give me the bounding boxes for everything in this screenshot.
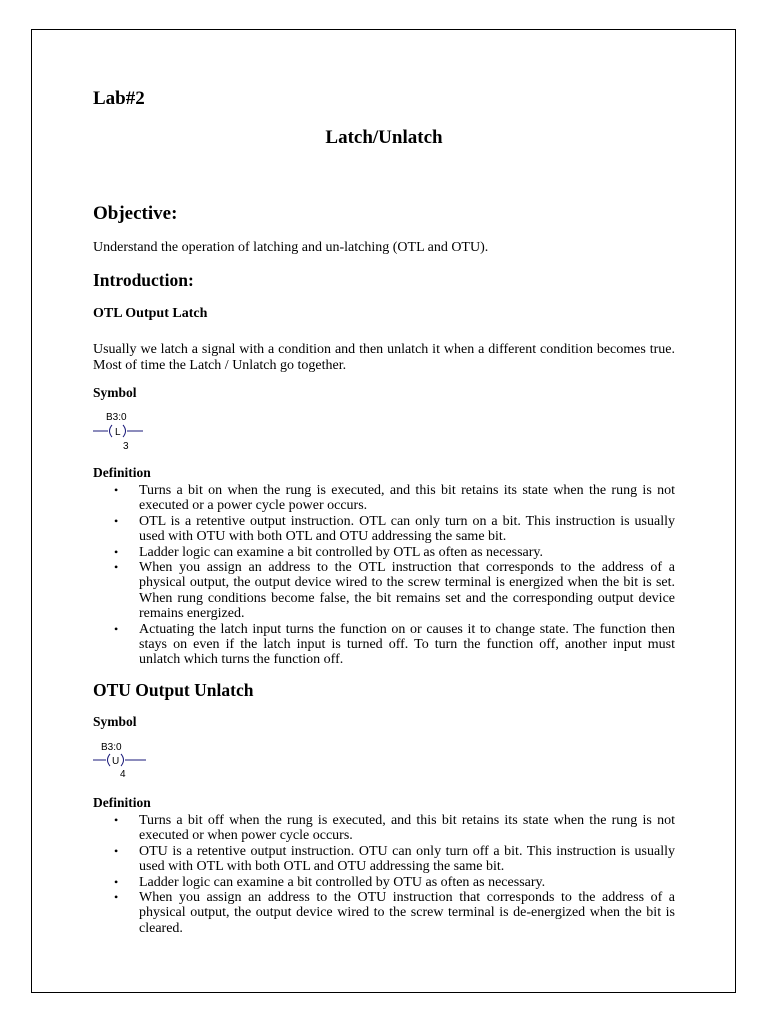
otl-symbol-address: B3:0: [106, 412, 127, 423]
otl-definition-list: [114, 483, 675, 668]
bullet-icon: •: [114, 483, 119, 497]
otl-heading: OTL Output Latch: [93, 306, 208, 321]
otu-heading: OTU Output Unlatch: [93, 680, 254, 700]
otl-ladder-symbol: [93, 410, 153, 452]
lab-title: Lab#2: [93, 88, 145, 109]
objective-text: Understand the operation of latching and un-latching (OTL and OTU).: [93, 240, 489, 255]
otu-symbol-bit: 4: [120, 769, 126, 780]
bullet-icon: •: [114, 874, 119, 889]
otu-symbol-address: B3:0: [101, 742, 122, 753]
bullet-icon: •: [114, 813, 119, 827]
otu-symbol-label: Symbol: [93, 714, 137, 729]
list-item: • Actuating the latch input turns the function on or causes it to change state. The function then stays on even if the latch input is turned off. To turn the function off, another input must unlatch which turns the function off.: [114, 621, 675, 668]
list-item: • When you assign an address to the OTU instruction that corresponds to the address of a physical output, the output device wired to the screw terminal is de-energized when the bit is cleared.: [114, 890, 675, 936]
otl-symbol-label: Symbol: [93, 385, 137, 400]
otu-definition-label: Definition: [93, 795, 151, 810]
otl-symbol-letter: L: [115, 427, 121, 438]
bullet-icon: •: [114, 890, 119, 905]
bullet-icon: •: [114, 544, 119, 559]
otu-ladder-symbol: [93, 738, 153, 780]
bullet-icon: •: [114, 843, 119, 858]
otl-definition-label: Definition: [93, 465, 151, 480]
list-item: • When you assign an address to the OTL instruction that corresponds to the address of a physical output, the output device wired to the screw terminal is energized when the bit is set. When rung conditions become false, the bit remains set and the corresponding output device remains energized.: [114, 560, 675, 622]
bullet-icon: •: [114, 621, 119, 636]
list-item: • OTU is a retentive output instruction. OTU can only turn off a bit. This instruction is usually used with OTL with both OTL and OTU addressing the same bit.: [114, 843, 675, 875]
otu-symbol-letter: U: [112, 756, 120, 767]
bullet-icon: •: [114, 560, 119, 575]
list-item: • Turns a bit off when the rung is executed, and this bit retains its state when the rung is not executed or when power cycle occurs.: [114, 813, 675, 844]
otl-symbol-bit: 3: [123, 441, 129, 452]
bullet-icon: •: [114, 513, 119, 528]
objective-heading: Objective:: [93, 203, 178, 224]
document-title: Latch/Unlatch: [325, 127, 443, 148]
list-item: • Ladder logic can examine a bit controlled by OTU as often as necessary.: [114, 874, 546, 890]
list-item: • Ladder logic can examine a bit controlled by OTL as often as necessary.: [114, 544, 544, 560]
introduction-heading: Introduction:: [93, 270, 194, 290]
introduction-paragraph: Usually we latch a signal with a condition and then unlatch it when a different condition becomes true. Most of time the Latch / Unlatch go together.: [93, 342, 675, 373]
list-item: • OTL is a retentive output instruction. OTL can only turn on a bit. This instruction is usually used with OTU with both OTL and OTU addressing the same bit.: [114, 513, 675, 545]
list-item: • Turns a bit on when the rung is executed, and this bit retains its state when the rung is not executed or a power cycle power occurs.: [114, 483, 675, 514]
otu-definition-list: [114, 813, 675, 936]
